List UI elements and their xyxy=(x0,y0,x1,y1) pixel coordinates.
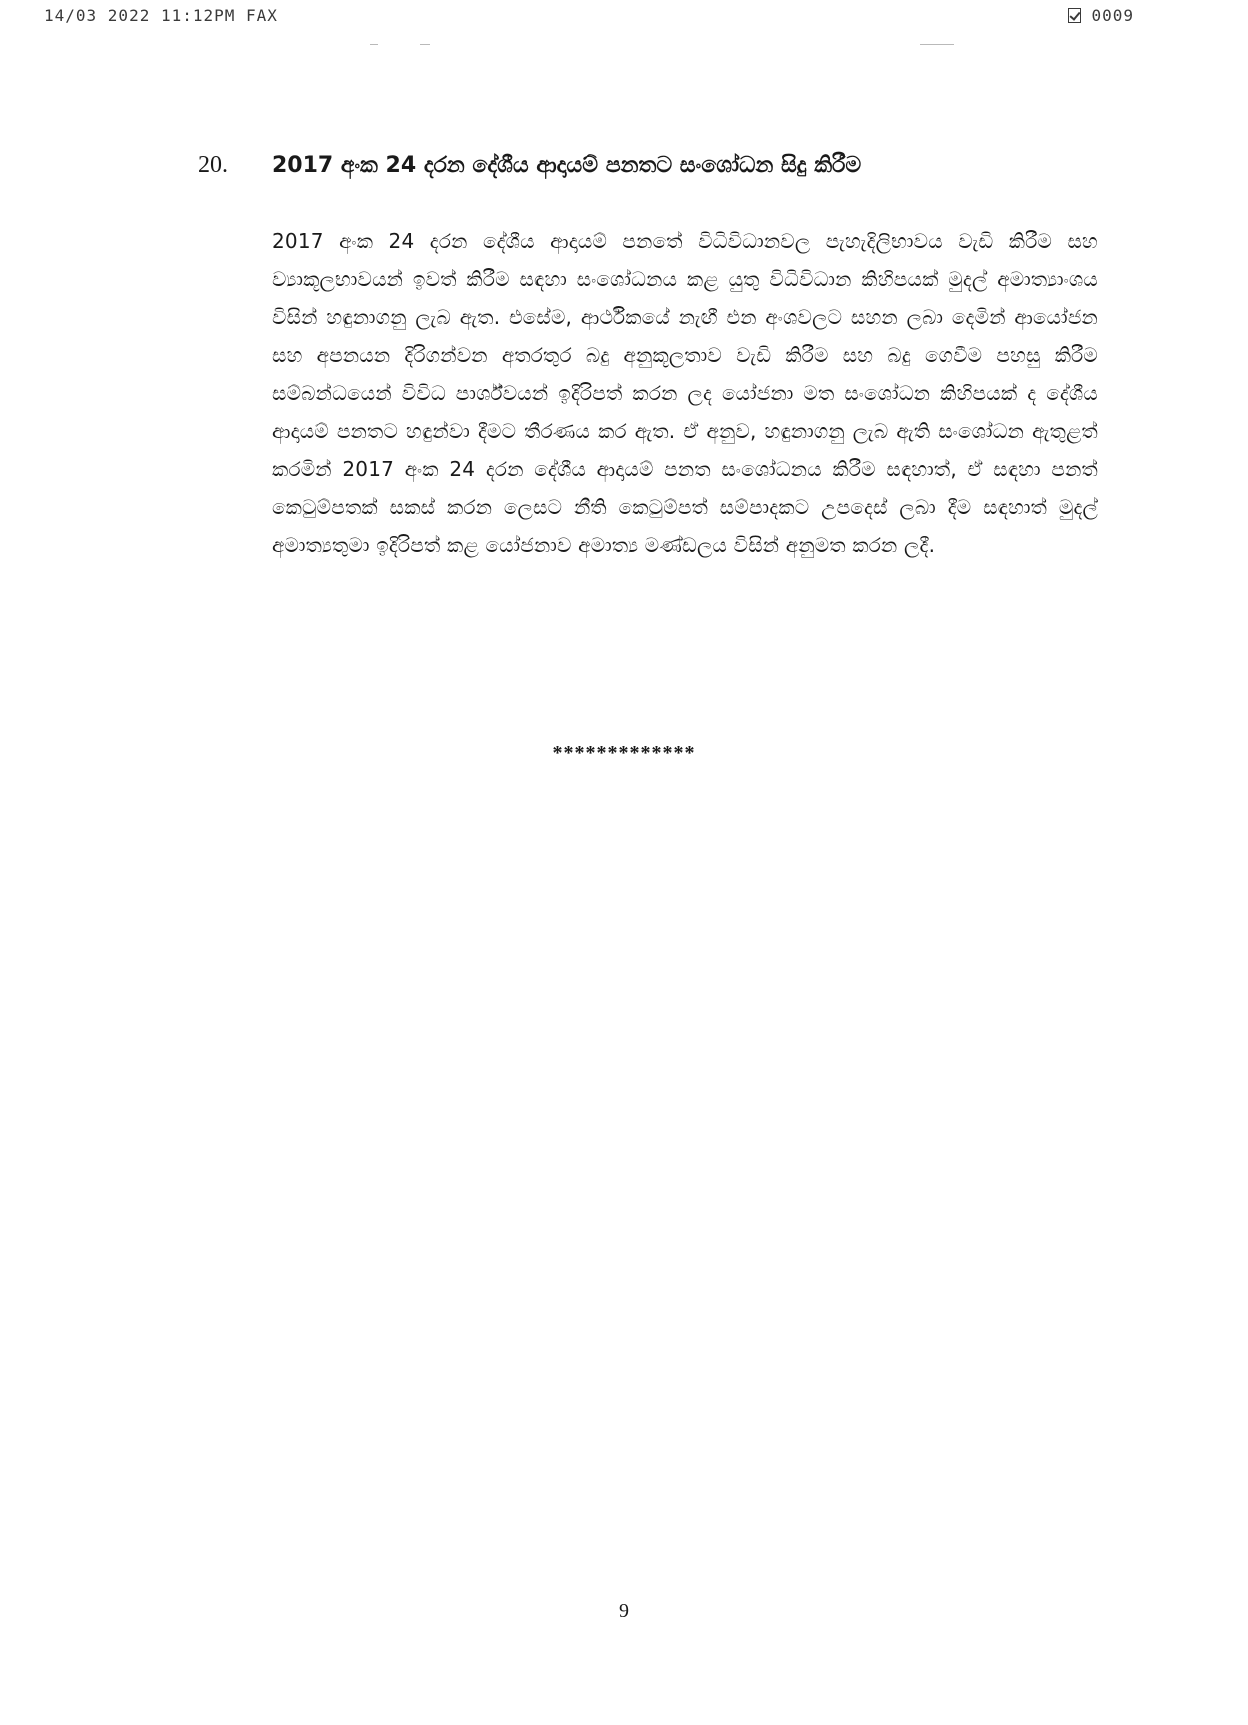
item-paragraph: 2017 අංක 24 දරන දේශීය ආදායම් පනතේ විධිවිධානවල පැහැදිලිභාවය වැඩි කිරීම සහ ව්‍යාකූලභාවයන් ඉවත් කිරීම සඳහා සංශෝධනය කළ යුතු විධිවිධාන කිහිපයක් මුදල් අමාත්‍යාංශය විසින් හඳුනාගනු ලැබ ඇත. එසේම, ආර්ථිකයේ නැඟී එන අංශවලට සහන ලබා දෙමින් ආයෝජන සහ අපනයන දිරිගන්වන අතරතුර බදු අනුකූලතාව වැඩි කිරීම සහ බදු ගෙවීම පහසු කිරීම සම්බන්ධයෙන් විවිධ පාර්ශ්වයන් ඉදිරිපත් කරන ලද යෝජනා මත සංශෝධන කිහිපයක් ද දේශීය ආදායම් පනතට හඳුන්වා දීමට තීරණය කර ඇත. ඒ අනුව, හඳුනාගනු ලැබ ඇති සංශෝධන ඇතුළත් කරමින් 2017 අංක 24 දරන දේශීය ආදායම් පනත සංශෝධනය කිරීම සඳහාත්, ඒ සඳහා පනත් කෙටුම්පතක් සකස් කරන ලෙසට නීති කෙටුම්පත් සම්පාදකට උපදෙස් ලබා දීම සඳහාත් මුදල් අමාත්‍යතුමා ඉදිරිපත් කළ යෝජනාව අමාත්‍ය මණ්ඩලය විසින් අනුමත කරන ලදී. xyxy=(272,229,1098,557)
section-separator: ************* xyxy=(552,742,696,764)
fax-page-code: 0009 xyxy=(1091,6,1134,25)
item-number: 20. xyxy=(198,152,228,178)
page-number: 9 xyxy=(619,1600,629,1622)
fax-header xyxy=(44,6,1134,32)
scan-speck xyxy=(370,44,378,45)
item-body xyxy=(272,222,1098,564)
scan-speck xyxy=(920,44,954,45)
item-title: 2017 අංක 24 දරන දේශීය ආදායම් පනතට සංශෝධන සිදු කිරීම xyxy=(272,153,862,178)
scan-speck xyxy=(420,44,430,45)
checkbox-icon xyxy=(1068,8,1081,23)
fax-page-indicator xyxy=(1068,6,1134,25)
fax-date-time: 14/03 2022 11:12PM FAX xyxy=(44,6,278,25)
item-heading xyxy=(198,152,1098,188)
